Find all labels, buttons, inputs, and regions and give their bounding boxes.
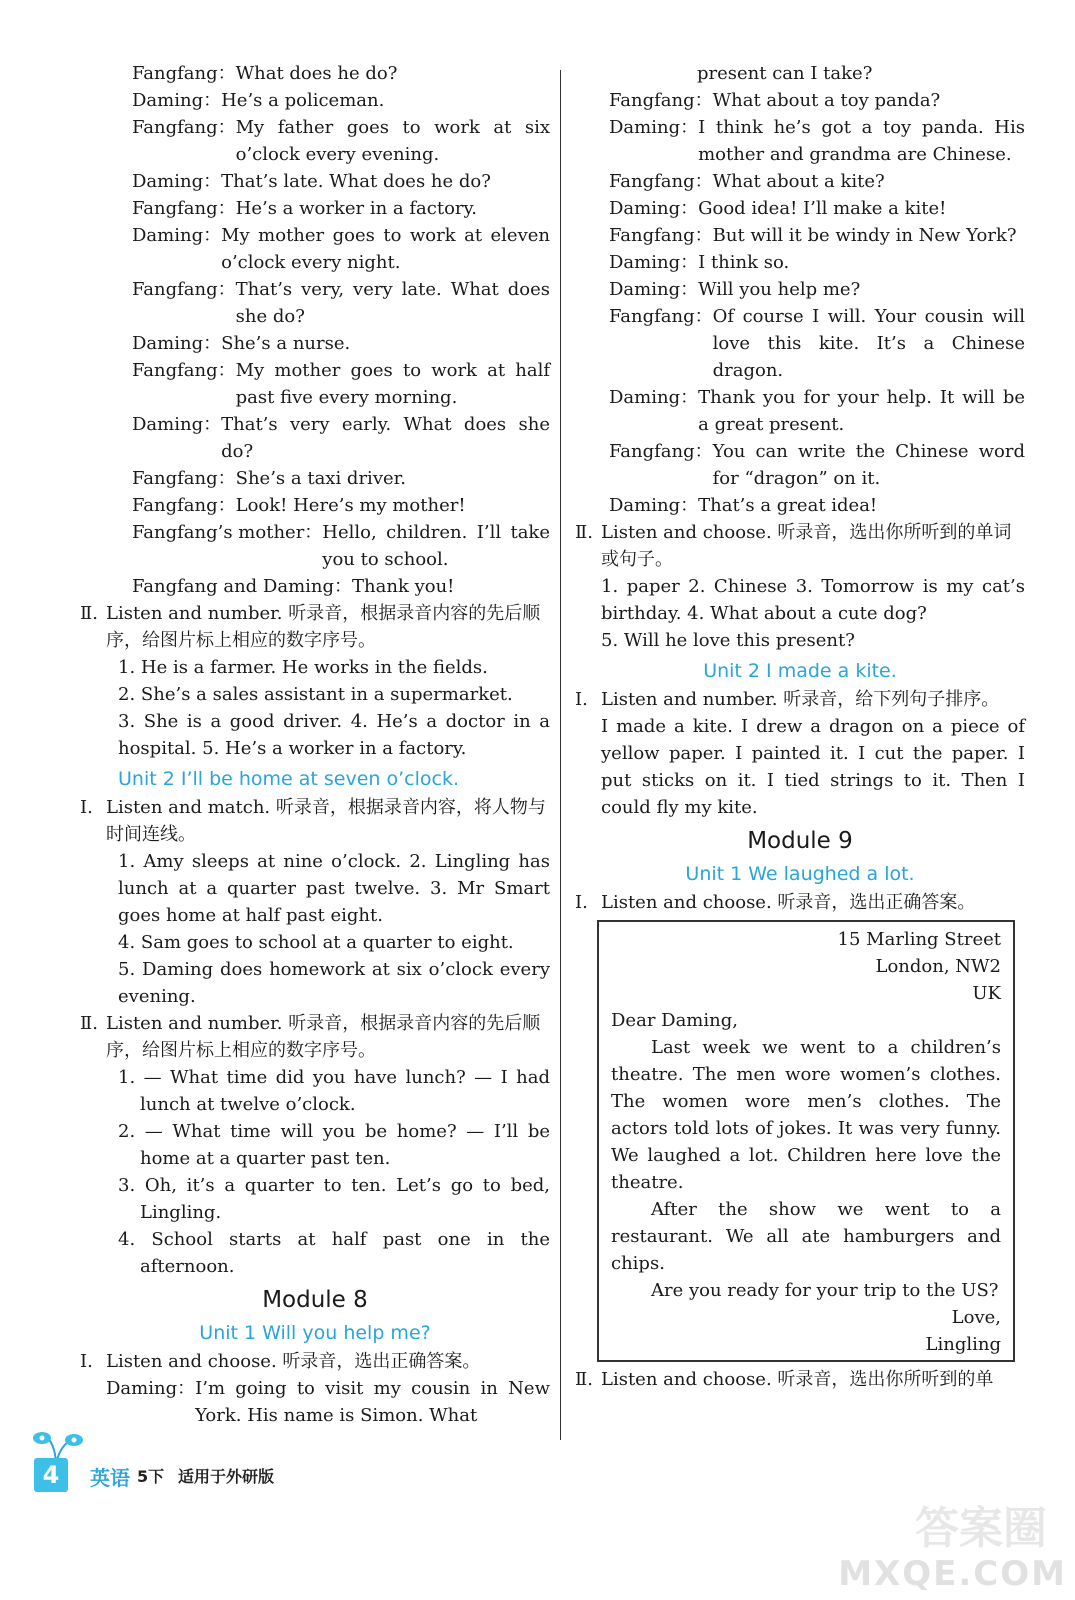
- dialog-text: That’s a great idea!: [698, 495, 878, 516]
- edition-label: 适用于外研版: [178, 1467, 275, 1486]
- speaker: Daming：: [106, 1378, 196, 1399]
- speaker: Fangfang：: [609, 171, 713, 192]
- letter-paragraph: Last week we went to a children’s theatre. The men wore women’s clothes. The women wore men’s clothes. The actors told lots of jokes. It was very funny. We laughed a lot. Children here love the theatre.: [611, 1037, 1001, 1193]
- letter-address-line: London, NW2: [875, 956, 1001, 977]
- dialog-line: [80, 195, 550, 222]
- dialog-text: I’m going to visit my cousin in New York. His name is Simon. What: [195, 1378, 550, 1426]
- dialog-line: [80, 573, 550, 600]
- letter-box: [597, 920, 1015, 1362]
- speaker: Daming：: [132, 333, 222, 354]
- dialog-text: That’s very, very late. What does she do?: [235, 279, 550, 327]
- section-number: Ⅰ.: [575, 689, 588, 710]
- speaker: Fangfang：: [609, 225, 713, 246]
- answer-item: 3. Oh, it’s a quarter to ten. Let’s go to bed, Lingling.: [118, 1175, 550, 1223]
- section-number: Ⅰ.: [575, 892, 588, 913]
- letter-address-line: 15 Marling Street: [837, 929, 1001, 950]
- section-instruction: Listen and choose. 听录音，选出你所听到的单词或句子。: [601, 522, 1012, 570]
- speaker: Fangfang：: [609, 90, 713, 111]
- dialog-text: I think he’s got a toy panda. His mother and grandma are Chinese.: [698, 117, 1025, 165]
- dialog-text: That’s late. What does he do?: [221, 171, 491, 192]
- dialog-text: He’s a worker in a factory.: [235, 198, 478, 219]
- speaker: Fangfang：: [132, 360, 236, 381]
- dialog-line: [575, 492, 1025, 519]
- dialog-text: What about a kite?: [712, 171, 885, 192]
- speaker: Daming：: [132, 414, 222, 435]
- dialog-line: [575, 303, 1025, 384]
- speaker: Fangfang：: [132, 198, 236, 219]
- section-listen-and-number: [80, 600, 550, 654]
- dialog-text: What about a toy panda?: [712, 90, 941, 111]
- watermark-logo-icon: 答案圈: [915, 1503, 1047, 1554]
- speaker: Fangfang：: [132, 63, 236, 84]
- speaker: Daming：: [609, 279, 699, 300]
- dialog-line: [80, 114, 550, 168]
- dialog-text: Look! Here’s my mother!: [235, 495, 466, 516]
- dialog-line: [80, 330, 550, 357]
- dialog-line: [80, 1375, 550, 1429]
- subject-label: 英语: [90, 1466, 130, 1490]
- dialog-line: [80, 357, 550, 411]
- dialog-line: [575, 87, 1025, 114]
- speaker: Fangfang：: [609, 441, 713, 462]
- section-number: Ⅱ.: [575, 522, 593, 543]
- dialog-text: She’s a taxi driver.: [235, 468, 406, 489]
- dialog-text: Good idea! I’ll make a kite!: [698, 198, 947, 219]
- section-listen-and-number-2: [80, 1010, 550, 1064]
- section-instruction: Listen and choose. 听录音，选出正确答案。: [601, 892, 976, 913]
- dialog-line: [80, 492, 550, 519]
- dialog-text: That’s very early. What does she do?: [221, 414, 550, 462]
- letter-address-line: UK: [972, 983, 1001, 1004]
- dialog-line: [80, 222, 550, 276]
- answer-item: 1. He is a farmer. He works in the fields.: [118, 657, 488, 678]
- dialog-line: [575, 168, 1025, 195]
- left-column: [80, 60, 550, 1429]
- section-instruction: Listen and match. 听录音，根据录音内容，将人物与时间连线。: [106, 797, 546, 845]
- letter-paragraph: After the show we went to a restaurant. We all ate hamburgers and chips.: [611, 1199, 1001, 1274]
- module-heading: Module 9: [747, 828, 853, 854]
- dialog-line: [80, 60, 550, 87]
- dialog-text: Of course I will. Your cousin will love this kite. It’s a Chinese dragon.: [712, 306, 1025, 381]
- section-number: Ⅱ.: [80, 1013, 98, 1034]
- section-number: Ⅱ.: [575, 1369, 593, 1390]
- dialog-text: But will it be windy in New York?: [712, 225, 1017, 246]
- unit-heading: Unit 1 We laughed a lot.: [685, 863, 915, 885]
- speaker: Fangfang and Daming：: [132, 576, 353, 597]
- dialog-text: My mother goes to work at half past five every morning.: [235, 360, 550, 408]
- page-footer: [30, 1428, 430, 1508]
- answer-item: 1. paper 2. Chinese 3. Tomorrow is my cat’s birthday. 4. What about a cute dog?: [601, 576, 1025, 624]
- speaker: Daming：: [132, 171, 222, 192]
- speaker: Fangfang’s mother：: [132, 522, 323, 543]
- section-listen-and-number: [575, 686, 1025, 713]
- answer-item: 2. — What time will you be home? — I’ll be home at a quarter past ten.: [118, 1121, 550, 1169]
- speaker: Daming：: [132, 90, 222, 111]
- unit-heading: Unit 2 I’ll be home at seven o’clock.: [118, 768, 460, 790]
- dialog-text: She’s a nurse.: [221, 333, 351, 354]
- speaker: Daming：: [609, 387, 699, 408]
- section-number: Ⅱ.: [80, 603, 98, 624]
- answer-item: I made a kite. I drew a dragon on a piece of yellow paper. I painted it. I cut the paper. I put sticks on it. I tied strings to it. Then I could fly my kite.: [601, 716, 1025, 818]
- dialog-text: I think so.: [698, 252, 790, 273]
- dialog-text: Will you help me?: [698, 279, 861, 300]
- dialog-text: Hello, children. I’ll take you to school.: [322, 522, 550, 570]
- speaker: Daming：: [609, 198, 699, 219]
- letter-greeting: Dear Daming,: [611, 1010, 738, 1031]
- speaker: Fangfang：: [609, 306, 713, 327]
- answer-item: 2. She’s a sales assistant in a supermarket.: [118, 684, 513, 705]
- module-heading: Module 8: [262, 1287, 368, 1313]
- section-listen-and-choose-3: [575, 1366, 1025, 1393]
- answer-item: 3. She is a good driver. 4. He’s a doctor in a hospital. 5. He’s a worker in a factory.: [118, 711, 550, 759]
- speaker: Fangfang：: [132, 495, 236, 516]
- dialog-text: He’s a policeman.: [221, 90, 385, 111]
- dialog-line: [80, 87, 550, 114]
- dialog-line: [575, 249, 1025, 276]
- section-listen-and-choose: [575, 519, 1025, 573]
- section-instruction: Listen and number. 听录音，根据录音内容的先后顺序，给图片标上相应的数字序号。: [106, 603, 541, 651]
- unit-heading: Unit 1 Will you help me?: [199, 1322, 431, 1344]
- section-number: Ⅰ.: [80, 1351, 93, 1372]
- dialog-text: My father goes to work at six o’clock every evening.: [235, 117, 550, 165]
- dialog-continuation: present can I take?: [697, 63, 873, 84]
- dialog-line: [80, 411, 550, 465]
- dialog-line: [80, 465, 550, 492]
- dialog-line: [80, 276, 550, 330]
- speaker: Daming：: [609, 252, 699, 273]
- section-instruction: Listen and choose. 听录音，选出正确答案。: [106, 1351, 481, 1372]
- unit-heading: Unit 2 I made a kite.: [703, 660, 897, 682]
- letter-paragraph: Are you ready for your trip to the US?: [651, 1280, 999, 1301]
- section-listen-and-match: [80, 794, 550, 848]
- dialog-line: [575, 438, 1025, 492]
- dialog-line: [575, 276, 1025, 303]
- letter-signature: Lingling: [925, 1334, 1001, 1355]
- dialog-text: You can write the Chinese word for “dragon” on it.: [712, 441, 1025, 489]
- section-listen-and-choose-2: [575, 889, 1025, 916]
- right-column: [575, 60, 1025, 1393]
- answer-item: 5. Daming does homework at six o’clock every evening.: [118, 959, 550, 1007]
- section-instruction: Listen and number. 听录音，给下列句子排序。: [601, 689, 1000, 710]
- section-listen-and-choose: [80, 1348, 550, 1375]
- dialog-present-kite: [575, 87, 1025, 519]
- answer-item: 1. Amy sleeps at nine o’clock. 2. Lingling has lunch at a quarter past twelve. 3. Mr Smart goes home at half past eight.: [118, 851, 550, 926]
- section-number: Ⅰ.: [80, 797, 93, 818]
- answer-item: 4. Sam goes to school at a quarter to eight.: [118, 932, 514, 953]
- speaker: Daming：: [609, 117, 699, 138]
- dialog-line: [575, 222, 1025, 249]
- dialog-text: Thank you!: [352, 576, 455, 597]
- answer-item: 1. — What time did you have lunch? — I had lunch at twelve o’clock.: [118, 1067, 550, 1115]
- speaker: Daming：: [609, 495, 699, 516]
- speaker: Daming：: [132, 225, 222, 246]
- dialog-line: [575, 195, 1025, 222]
- dialog-fangfang-daming-jobs: [80, 60, 550, 600]
- answer-item: 4. School starts at half past one in the afternoon.: [118, 1229, 550, 1277]
- grade-label: 5下: [137, 1467, 165, 1486]
- page-number: 4: [34, 1458, 68, 1492]
- dialog-text: Thank you for your help. It will be a great present.: [698, 387, 1025, 435]
- dialog-text: What does he do?: [235, 63, 398, 84]
- dialog-line: [80, 168, 550, 195]
- dialog-line: [575, 114, 1025, 168]
- speaker: Fangfang：: [132, 279, 236, 300]
- letter-closing: Love,: [951, 1307, 1001, 1328]
- column-divider: [560, 70, 561, 1440]
- dialog-line: [80, 519, 550, 573]
- speaker: Fangfang：: [132, 468, 236, 489]
- watermark-text: MXQE.COM: [838, 1554, 1067, 1594]
- section-instruction: Listen and number. 听录音，根据录音内容的先后顺序，给图片标上相应的数字序号。: [106, 1013, 541, 1061]
- watermark: [837, 1504, 1067, 1594]
- section-instruction: Listen and choose. 听录音，选出你所听到的单: [601, 1369, 994, 1390]
- dialog-line: [575, 384, 1025, 438]
- answer-item: 5. Will he love this present?: [601, 630, 855, 651]
- speaker: Fangfang：: [132, 117, 236, 138]
- dialog-text: My mother goes to work at eleven o’clock every night.: [221, 225, 550, 273]
